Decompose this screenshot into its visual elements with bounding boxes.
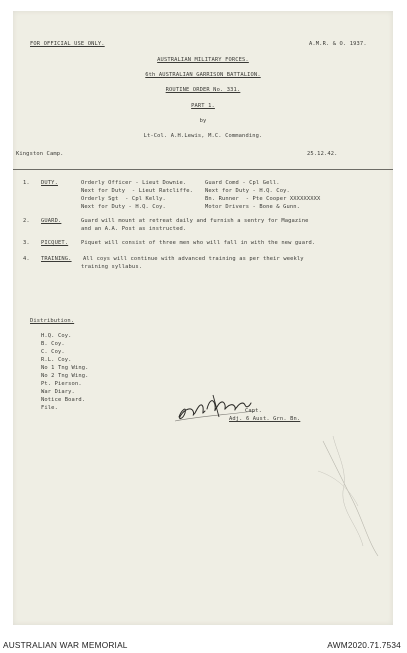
heading-routine-order: ROUTINE ORDER No. 331. (165, 87, 241, 93)
heading-commanding-officer: Lt-Col. A.H.Lewis, M.C. Commanding. (143, 133, 263, 139)
distribution-item: R.L. Coy. (41, 357, 72, 363)
duty-left-4: Next for Duty - H.Q. Coy. (81, 204, 166, 210)
duty-right-1: Guard Comd - Cpl Gell. (205, 180, 280, 186)
distribution-item: No 1 Tng Wing. (41, 365, 89, 371)
training-line-1: All coys will continue with advanced training as per their weekly (83, 256, 304, 262)
signatory-appointment: Adj. 6 Aust. Grn. Bn. (229, 416, 301, 422)
section-title-guard: GUARD. (41, 218, 62, 224)
duty-right-2: Next for Duty - H.Q. Coy. (205, 188, 290, 194)
accession-number: AWM2020.71.7534 (327, 640, 401, 650)
security-marking: FOR OFFICIAL USE ONLY. (30, 41, 105, 47)
distribution-item: H.Q. Coy. (41, 333, 72, 339)
distribution-item: Notice Board. (41, 397, 86, 403)
duty-right-3: Bn. Runner - Pte Cooper XXXXXXXXX (205, 196, 321, 202)
heading-part: PART 1. (191, 103, 215, 109)
guard-line-2: and an A.A. Post as instructed. (81, 226, 187, 232)
section-title-training: TRAINING. (41, 256, 72, 262)
section-number: 1. (23, 180, 30, 186)
location: Kingston Camp. (16, 151, 64, 157)
header-divider (13, 169, 393, 170)
duty-left-2: Next for Duty - Lieut Ratcliffe. (81, 188, 194, 194)
heading-forces: AUSTRALIAN MILITARY FORCES. (157, 57, 249, 63)
signatory-rank: Capt. (245, 408, 262, 414)
pencil-marks (313, 431, 388, 561)
order-date: 25.12.42. (307, 151, 338, 157)
institution-credit: AUSTRALIAN WAR MEMORIAL (3, 640, 128, 650)
section-title-picquet: PICQUET. (41, 240, 69, 246)
duty-left-1: Orderly Officer - Lieut Downie. (81, 180, 187, 186)
distribution-item: Pt. Pierson. (41, 381, 82, 387)
section-title-duty: DUTY. (41, 180, 58, 186)
section-number: 2. (23, 218, 30, 224)
distribution-item: War Diary. (41, 389, 75, 395)
guard-line-1: Guard will mount at retreat daily and furnish a sentry for Magazine (81, 218, 309, 224)
duty-right-4: Motor Drivers - Bone & Gunn. (205, 204, 301, 210)
distribution-item: B. Coy. (41, 341, 65, 347)
form-reference: A.M.R. & O. 1937. (309, 41, 367, 47)
heading-battalion: 6th AUSTRALIAN GARRISON BATTALION. (145, 72, 261, 78)
picquet-line-1: Piquet will consist of three men who will fall in with the new guard. (81, 240, 316, 246)
duty-left-3: Orderly Sgt - Cpl Kelly. (81, 196, 166, 202)
section-number: 3. (23, 240, 30, 246)
distribution-item: C. Coy. (41, 349, 65, 355)
distribution-item: No 2 Tng Wing. (41, 373, 89, 379)
section-number: 4. (23, 256, 30, 262)
heading-by: by (199, 118, 207, 124)
distribution-title: Distribution. (30, 318, 75, 324)
document-page (13, 11, 393, 625)
training-line-2: training syllabus. (81, 264, 143, 270)
distribution-item: File. (41, 405, 58, 411)
